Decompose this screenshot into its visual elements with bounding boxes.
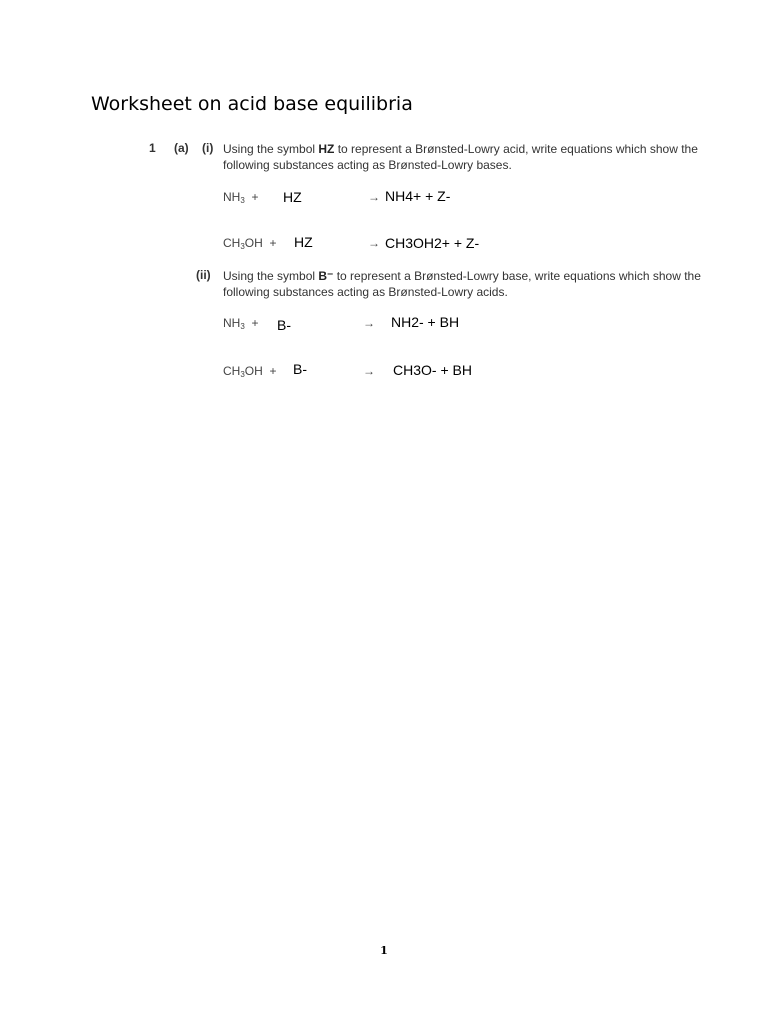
document-title: Worksheet on acid base equilibria: [91, 93, 413, 115]
arrow-icon: →: [363, 364, 375, 378]
equation-i-1-reactant: $NH_3$ +: [223, 190, 259, 205]
symbol-b-minus: B⁻: [318, 269, 334, 283]
answer-ii-1-reagent: B-: [277, 317, 291, 333]
subquestion-i-text: Using the symbol HZ to represent a Brønsted-Lowry acid, write equations which show the following substances acting as Brønsted-Lowry bases.: [223, 142, 698, 172]
subquestion-ii-text: Using the symbol B⁻ to represent a Brønsted-Lowry base, write equations which show the following substances acting as Brønsted-Lowry acids.: [223, 269, 701, 299]
arrow-icon: →: [368, 190, 380, 204]
arrow-icon: →: [368, 236, 380, 250]
equation-ii-1-reactant: $NH_3$ +: [223, 316, 259, 331]
answer-i-1-reagent: HZ: [283, 189, 302, 205]
answer-i-2-products: CH3OH2+ + Z-: [385, 235, 480, 251]
answer-ii-2-reagent: B-: [293, 361, 307, 377]
answer-ii-2-products: CH3O- + BH: [393, 362, 472, 378]
symbol-hz: HZ: [318, 142, 335, 156]
answer-i-2-reagent: HZ: [294, 234, 313, 250]
equation-ii-2-reactant: $CH_3OH$ +: [223, 364, 277, 379]
arrow-icon: →: [363, 316, 375, 330]
answer-i-1-products: NH4+ + Z-: [385, 188, 451, 204]
subquestion-i-label: (i): [202, 141, 214, 155]
question-number: 1: [149, 141, 156, 155]
subquestion-ii-label: (ii): [196, 268, 211, 282]
answer-ii-1-products: NH2- + BH: [391, 314, 460, 330]
page-number: 1: [380, 944, 388, 957]
equation-i-2-reactant: $CH_3OH$ +: [223, 236, 277, 251]
question-part-label: (a): [174, 141, 189, 155]
